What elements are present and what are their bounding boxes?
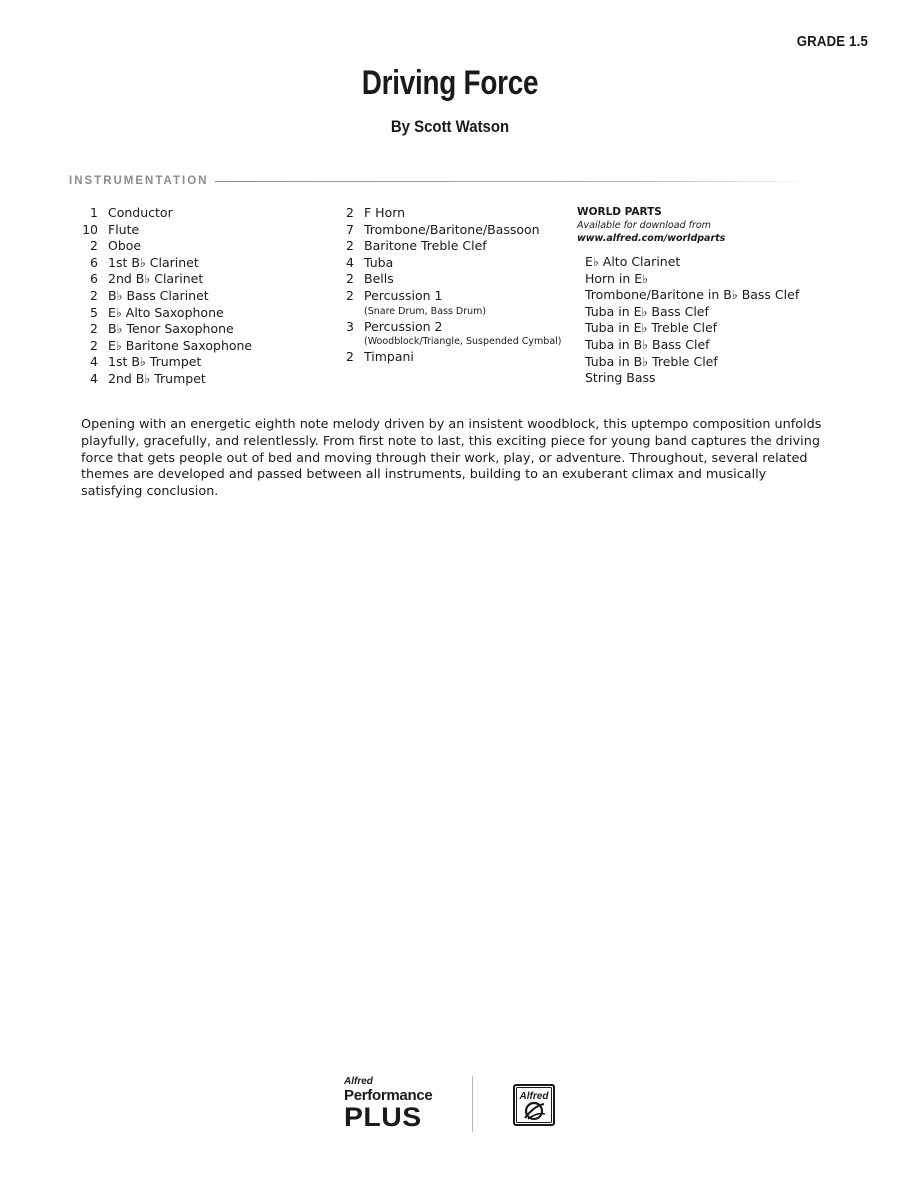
instrument-qty: 2 [346,349,354,365]
instrument-name: 2nd B♭ Trumpet [108,370,206,386]
world-parts-url[interactable]: www.alfred.com/worldparts [577,233,726,244]
instrument-row [326,349,576,366]
instrument-row [326,255,576,272]
world-parts-availability: Available for download from [577,220,711,231]
world-part-item: E♭ Alto Clarinet [585,254,681,269]
world-part-item: String Bass [585,370,656,386]
instrument-name: Flute [108,221,140,237]
instrument-qty: 3 [346,318,354,334]
performance-plus-line1: Performance [344,1087,433,1104]
world-part-item: Tuba in E♭ Bass Clef [585,303,709,319]
instrument-qty: 1 [90,205,98,220]
instrument-qty: 2 [90,321,98,337]
alfred-logo-icon [513,1084,555,1126]
instrument-name: Percussion 1 [364,287,443,303]
instrument-qty: 7 [346,221,354,237]
performance-plus-logo [344,1076,444,1136]
instrument-qty: 2 [346,287,354,303]
instrument-name: B♭ Bass Clarinet [108,287,209,303]
instrument-name: Tuba [364,254,394,270]
instrument-name: 1st B♭ Clarinet [108,254,199,270]
instrument-row [70,371,310,388]
instrument-qty: 2 [90,337,98,353]
instrument-qty: 2 [346,205,354,220]
instrument-detail: (Woodblock/Triangle, Suspended Cymbal) [364,336,562,348]
instrument-name: Baritone Treble Clef [364,238,487,254]
world-part-item: Tuba in E♭ Treble Clef [585,320,718,336]
instrument-qty: 5 [90,304,98,320]
world-parts-title: WORLD PARTS [577,206,662,218]
instrument-name: 1st B♭ Trumpet [108,354,202,370]
instrument-qty: 6 [90,254,98,270]
instrument-name: Oboe [108,238,142,254]
world-parts-list [585,254,857,387]
instrumentation-divider [215,181,820,182]
instrument-row [326,205,576,222]
world-part-item: Tuba in B♭ Treble Clef [585,353,718,369]
instrument-name: Timpani [364,349,414,365]
instrument-row [70,271,310,288]
instrument-row [70,222,310,239]
instrument-qty: 10 [82,221,98,237]
instrument-detail: (Snare Drum, Bass Drum) [364,305,487,317]
performance-plus-line2: PLUS [344,1102,422,1132]
alfred-logo-text: Alfred [519,1091,549,1102]
instrument-row [70,321,310,338]
instrument-name: Percussion 2 [364,318,443,334]
instrument-name: Trombone/Baritone/Bassoon [364,221,540,237]
instrument-row [70,238,310,255]
world-part-item: Tuba in B♭ Bass Clef [585,336,710,352]
instrument-row [70,255,310,272]
instrument-qty: 4 [90,354,98,370]
instrument-qty: 4 [90,370,98,386]
composer-credit: By Scott Watson [390,117,510,136]
instrument-row [70,354,310,371]
instrument-name: Bells [364,271,394,287]
instrument-qty: 2 [346,271,354,287]
instrumentation-heading: INSTRUMENTATION [69,175,209,187]
instrument-name: E♭ Baritone Saxophone [108,337,253,353]
instrument-row [70,288,310,305]
instrument-qty: 2 [90,238,98,254]
world-parts-section [577,206,857,387]
instrument-row [326,271,576,288]
instrument-qty: 6 [90,271,98,287]
world-part-item: Trombone/Baritone in B♭ Bass Clef [585,287,800,303]
world-part-item: Horn in E♭ [585,270,649,286]
instrument-row [326,238,576,255]
instrument-row [70,205,310,222]
page-title: Driving Force [361,64,539,102]
instrument-name: B♭ Tenor Saxophone [108,321,234,337]
instrument-name: F Horn [364,205,406,220]
instrument-row [326,288,576,305]
instrument-name: Conductor [108,205,173,220]
alfred-logo [513,1084,555,1126]
instrument-row [70,338,310,355]
instrument-row [326,222,576,239]
performance-plus-brand: Alfred [344,1076,373,1087]
instrument-name: E♭ Alto Saxophone [108,304,224,320]
grade-label: GRADE 1.5 [796,33,868,50]
instrumentation-column-1 [70,205,310,388]
piece-description: Opening with an energetic eighth note melody driven by an insistent woodblock, this uptempo composition unfolds playfully, gracefully, and relentlessly. From first note to last, this exciting piece for young band captures the driving force that gets people out of bed and moving through their work, play, or adventure. Throughout, several related themes are developed and passed between all instruments, building to an exuberant climax and musically satisfying conclusion. [81,417,822,500]
instrument-row [70,305,310,322]
instrumentation-column-2 [326,205,576,366]
instrument-qty: 2 [346,238,354,254]
instrument-name: 2nd B♭ Clarinet [108,271,204,287]
instrument-row [326,319,576,336]
logo-divider [472,1076,473,1132]
instrument-qty: 2 [90,287,98,303]
instrument-qty: 4 [346,254,354,270]
